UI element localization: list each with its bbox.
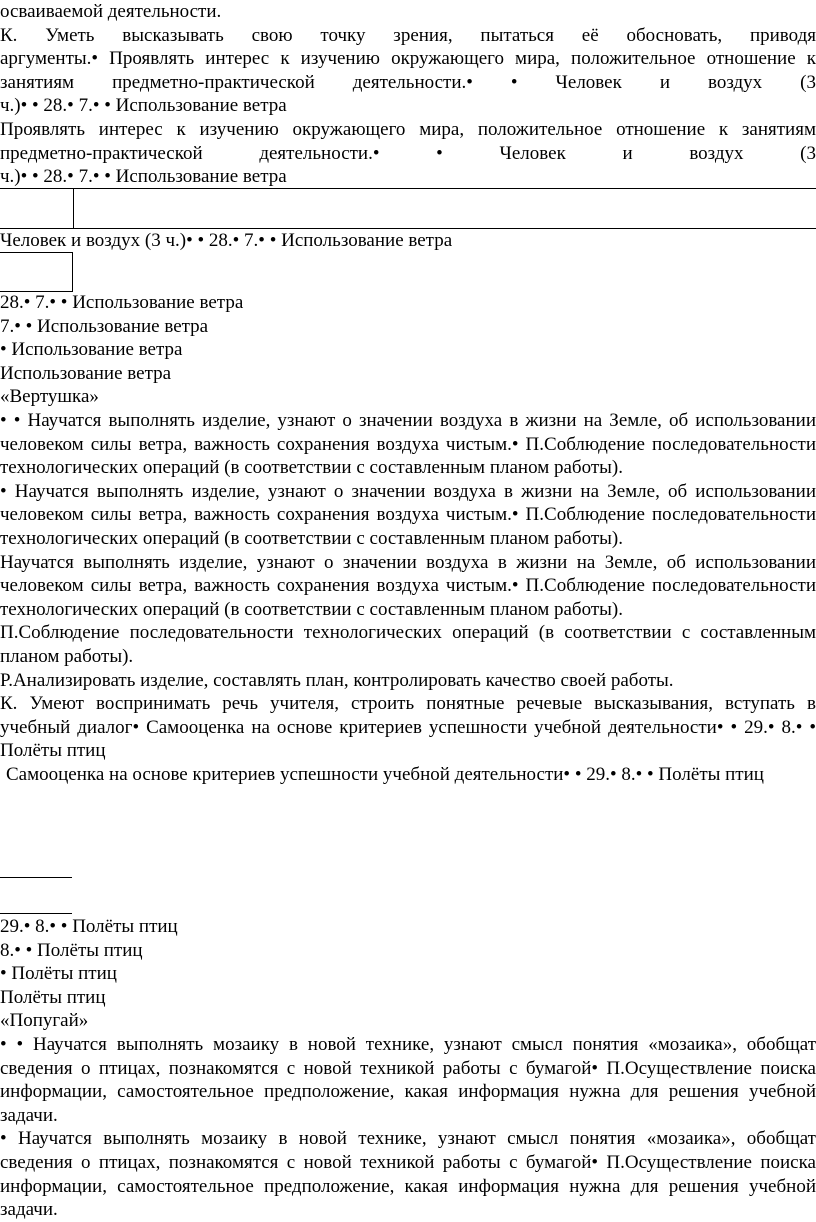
paragraph: Научатся выполнять изделие, узнают о значении воздуха в жизни на Земле, об использовании человеком силы ветра, важность сохранения воздуха чистым.• П.Соблюдение последовательности технологических операций (в соответствии с составленным планом работы). bbox=[0, 551, 816, 620]
table-rule bbox=[0, 877, 72, 878]
paragraph: • Научатся выполнять изделие, узнают о значении воздуха в жизни на Земле, об использовании человеком силы ветра, важность сохранения воздуха чистым.• П.Соблюдение последовательности технологических операций (в соответствии с составленным планом работы). bbox=[0, 480, 816, 549]
text-line: 8.• • Полёты птиц bbox=[0, 939, 143, 961]
text-line: Человек и воздух (3 ч.)• • 28.• 7.• • Использование ветра bbox=[0, 230, 453, 251]
text-line: ч.)• • 28.• 7.• • Использование ветра bbox=[0, 95, 287, 117]
table-rule bbox=[0, 913, 72, 914]
text-line: аргументы.• Проявлять интерес к изучению окружающего мира, положительное отношение к bbox=[0, 48, 816, 70]
text-line: Использование ветра bbox=[0, 362, 172, 384]
table-cell-fragment bbox=[0, 252, 73, 292]
paragraph: Самооценка на основе критериев успешности учебной деятельности• • 29.• 8.• • Полёты птиц bbox=[6, 763, 764, 785]
paragraph: • • Научатся выполнять мозаику в новой технике, узнают смысл понятия «мозаика», обобщат сведения о птицах, познакомятся с новой техникой работы с бумагой• П.Осуществление поиска информации, самостоятельное предположение, какая информация нужна для решения учебной задачи. bbox=[0, 1033, 816, 1126]
paragraph: • Научатся выполнять мозаику в новой технике, узнают смысл понятия «мозаика», обобщат сведения о птицах, познакомятся с новой техникой работы с бумагой• П.Осуществление поиска информации, самостоятельное предположение, какая информация нужна для решения учебной задачи. bbox=[0, 1128, 816, 1221]
text-line: предметно-практической деятельности.• • Человек и воздух (3 bbox=[0, 142, 816, 164]
text-line: 28.• 7.• • Использование ветра bbox=[0, 292, 244, 313]
text-line: 29.• 8.• • Полёты птиц bbox=[0, 916, 178, 937]
text-line: «Попугай» bbox=[0, 1010, 89, 1032]
paragraph: К. Умеют воспринимать речь учителя, строить понятные речевые высказывания, вступать в учебный диалог• Самооценка на основе критериев успешности учебной деятельности• • 29.• 8.• • Полёты птиц bbox=[0, 693, 816, 762]
paragraph: • • Научатся выполнять изделие, узнают о значении воздуха в жизни на Земле, об использовании человеком силы ветра, важность сохранения воздуха чистым.• П.Соблюдение последовательности технологических операций (в соответствии с составленным планом работы). bbox=[0, 409, 816, 479]
paragraph: П.Соблюдение последовательности технологических операций (в соответствии с составленным планом работы). bbox=[0, 622, 816, 667]
table-rule bbox=[73, 188, 74, 228]
text-line: К. Уметь высказывать свою точку зрения, пытаться её обосновать, приводя bbox=[0, 24, 816, 46]
table-rule bbox=[0, 188, 816, 189]
text-line: Проявлять интерес к изучению окружающего мира, положительное отношение к занятиям bbox=[0, 118, 816, 140]
text-line: ч.)• • 28.• 7.• • Использование ветра bbox=[0, 166, 287, 188]
text-line: «Вертушка» bbox=[0, 386, 99, 408]
text-line: осваиваемой деятельности. bbox=[0, 1, 222, 22]
text-line: Полёты птиц bbox=[0, 986, 106, 1008]
text-line: 7.• • Использование ветра bbox=[0, 315, 209, 337]
text-line: занятиям предметно-практической деятельности.• • Человек и воздух (3 bbox=[0, 71, 816, 93]
text-line: • Полёты птиц bbox=[0, 963, 117, 985]
text-line: • Использование ветра bbox=[0, 339, 183, 361]
paragraph: Р.Анализировать изделие, составлять план, контролировать качество своей работы. bbox=[0, 669, 674, 691]
